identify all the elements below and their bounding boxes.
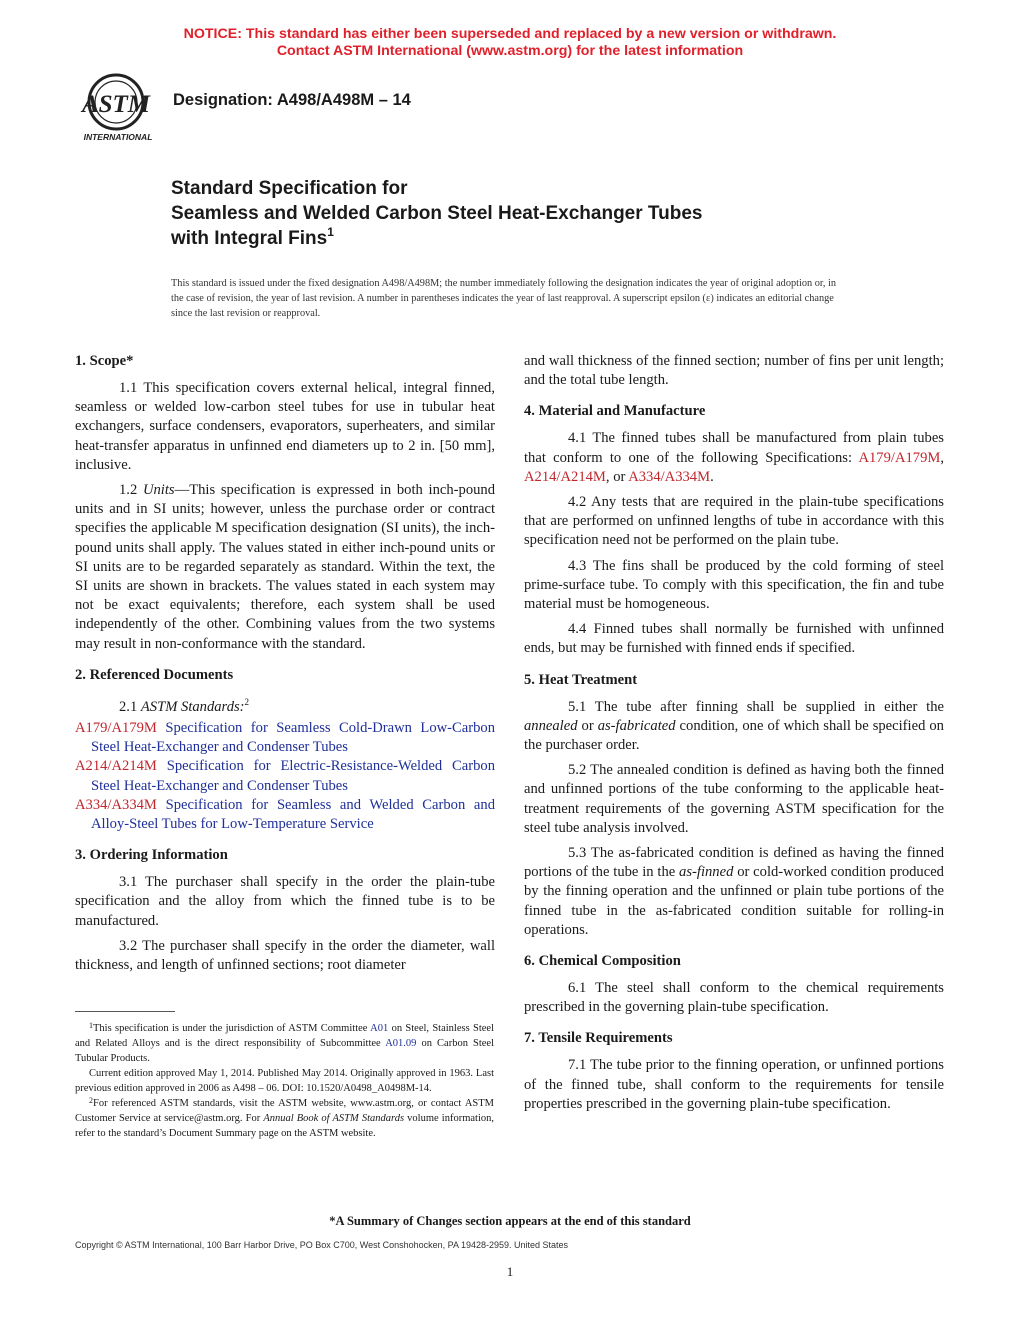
paragraph-4-1-text: 4.1 The finned tubes shall be manufactured from plain tubes that conform to one of the following Specifications: (524, 430, 944, 466)
section-heading-material: 4. Material and Manufacture (524, 403, 706, 420)
as-fabricated-term: as-fabricated (597, 717, 676, 734)
title-footnote-marker[interactable]: 1 (327, 225, 334, 239)
astm-standards-term: ASTM Standards: (140, 698, 245, 715)
document-title (171, 176, 702, 251)
section-heading-chemical-composition: 6. Chemical Composition (524, 953, 681, 970)
paragraph-4-2: 4.2 Any tests that are required in the plain-tube specifications that are performed on unfinned lengths of tube in accordance with this specification need not be performed on the plain tube. (524, 494, 944, 549)
paragraph-1-2-text: —This specification is expressed in both inch-pound units and in SI units; however, unless the purchase order or contract specifies the applicable M specification designation (SI units), the inch-pound units shall apply. The values stated in either inch-pound units or SI units are to be regarded separately as standard. Within the text, the SI units are shown in brackets. The values stated in each system may not be exact equivalents; therefore, each system shall be used independently of the other. Combining values from the two systems may result in non-conformance with the standard. (75, 482, 496, 652)
footnote-2-marker: 2 (89, 1096, 93, 1105)
footnote-2-text: volume information, refer to the standard’s Document Summary page on the ASTM website. (75, 1113, 494, 1139)
paragraph-5-3-text: or cold-worked condition produced by the finning operation and the unfinned or plain tube portions of the finned tube in the as-fabricated condition suitable for rolling-in operations. (524, 864, 944, 938)
title-line-1: Standard Specification for (171, 178, 408, 199)
reference-entry (75, 757, 495, 795)
astm-logo (74, 72, 166, 144)
footnote-2 (75, 1096, 494, 1141)
footnote-1-text: on Steel, Stainless Steel and Related Alloys and is the direct responsibility of Subcommittee (75, 1023, 494, 1049)
copyright-line: Copyright © ASTM International, 100 Barr Harbor Drive, PO Box C700, West Conshohocken, PA 19428-2959. United States (75, 1240, 569, 1250)
reference-entry (75, 719, 495, 757)
superseded-notice (0, 26, 1020, 60)
title-line-3 (171, 226, 702, 251)
paragraph-2-1 (75, 693, 495, 717)
paragraph-5-1 (524, 698, 944, 756)
spec-link-a214[interactable]: A214/A214M (524, 468, 606, 485)
reference-title-link[interactable]: Specification for Seamless Cold-Drawn Low-Carbon Steel Heat-Exchanger and Condenser Tubes (91, 719, 495, 756)
logo-subtext: INTERNATIONAL (83, 132, 153, 142)
spec-link-a334[interactable]: A334/A334M (628, 468, 711, 485)
designation: Designation: A498/A498M – 14 (173, 91, 411, 109)
astm-logo-graphic (74, 72, 166, 144)
logo-letters: ASTM (81, 91, 151, 118)
paragraph-3-1: 3.1 The purchaser shall specify in the order the plain-tube specification and the alloy from which the finned tube is to be manufactured. (75, 874, 495, 929)
page-number: 1 (506, 1264, 514, 1279)
units-term: Units (142, 482, 175, 499)
reference-code-link[interactable]: A334/A334M (75, 796, 157, 813)
paragraph-7-1: 7.1 The tube prior to the finning operation, or unfinned portions of the finned tube, shall conform to the requirements for tensile properties prescribed in the governing plain-tube specification. (524, 1057, 944, 1112)
reference-title-link[interactable]: Specification for Seamless and Welded Carbon and Alloy-Steel Tubes for Low-Temperature Service (91, 796, 496, 832)
separator: , (940, 449, 944, 466)
subcommittee-link[interactable]: A01.09 (385, 1038, 417, 1049)
footnote-divider (75, 1011, 175, 1012)
paragraph-5-3-text: 5.3 The as-fabricated condition is defined as having the finned portions of the tube in the (524, 845, 944, 881)
section-heading-tensile-requirements: 7. Tensile Requirements (524, 1030, 673, 1047)
notice-line-2: Contact ASTM International (www.astm.org) for the latest information (276, 43, 744, 59)
footnote-marker-2[interactable]: 2 (244, 696, 250, 707)
section-heading-heat-treatment: 5. Heat Treatment (524, 671, 638, 688)
right-column (524, 352, 944, 1120)
paragraph-1-2-number: 1.2 (119, 482, 143, 499)
paragraph-1-1: 1.1 This specification covers external helical, integral finned, seamless or welded low-carbon steel tubes for use in tubular heat exchangers, surface condensers, evaporators, superheaters, and similar heat-transfer apparatus in unfinned end diameters up to 2 in. [50 mm], inclusive. (75, 380, 495, 473)
paragraph-5-1-text: 5.1 The tube after finning shall be supplied in either the (568, 698, 944, 715)
paragraph-4-1 (524, 429, 944, 487)
paragraph-3-2-continued: and wall thickness of the finned section; number of fins per unit length; and the total tube length. (524, 353, 944, 389)
paragraph-4-4: 4.4 Finned tubes shall normally be furnished with unfinned ends, but may be furnished with finned ends if specified. (524, 621, 944, 657)
paragraph-5-3 (524, 844, 944, 940)
paragraph-2-1-number: 2.1 (119, 698, 141, 715)
footnote-1-text: on Carbon Steel Tubular Products. (75, 1038, 495, 1064)
title-line-2: Seamless and Welded Carbon Steel Heat-Exchanger Tubes (171, 203, 703, 224)
as-finned-term: as-finned (679, 864, 734, 881)
annual-book-term: Annual Book of ASTM Standards (263, 1113, 405, 1124)
footnote-2-text: For referenced ASTM standards, visit the ASTM website, www.astm.org, or contact ASTM Customer Service at service@astm.org. For (75, 1098, 494, 1124)
footnote-1-edition: Current edition approved May 1, 2014. Published May 2014. Originally approved in 1963. Last previous edition approved in 2006 as A498 – 06. DOI: 10.1520/A0498_A0498M-14. (75, 1068, 494, 1094)
reference-code-link[interactable]: A214/A214M (75, 758, 157, 775)
separator: , or (605, 468, 629, 485)
summary-of-changes-note: *A Summary of Changes section appears at the end of this standard (329, 1214, 691, 1228)
title-line-3-text: with Integral Fins (171, 228, 328, 249)
section-heading-referenced-documents: 2. Referenced Documents (75, 666, 234, 683)
spec-link-a179[interactable]: A179/A179M (858, 449, 941, 466)
left-column (75, 352, 495, 981)
period: . (710, 468, 714, 485)
paragraph-1-2 (75, 481, 495, 654)
paragraph-6-1: 6.1 The steel shall conform to the chemical requirements prescribed in the governing plain-tube specification. (524, 980, 944, 1016)
reference-title-link[interactable]: Specification for Electric-Resistance-Welded Carbon Steel Heat-Exchanger and Condenser Tubes (91, 758, 495, 794)
annealed-term: annealed (524, 717, 578, 734)
reference-code-link[interactable]: A179/A179M (75, 719, 157, 736)
paragraph-5-1-text: condition, one of which shall be specified on the purchaser order. (524, 717, 944, 754)
footnote-1-marker: 1 (89, 1021, 93, 1030)
paragraph-4-3: 4.3 The fins shall be produced by the cold forming of steel prime-surface tube. To comply with this specification, the fin and tube material must be homogeneous. (524, 557, 944, 613)
footnote-1-text: This specification is under the jurisdiction of ASTM Committee (93, 1023, 371, 1034)
footnotes (75, 1021, 494, 1141)
section-heading-ordering-information: 3. Ordering Information (75, 847, 228, 864)
footnote-1 (75, 1021, 494, 1066)
paragraph-3-2: 3.2 The purchaser shall specify in the order the diameter, wall thickness, and length of unfinned sections; root diameter (75, 937, 495, 973)
reference-entry (75, 796, 496, 834)
section-heading-scope: 1. Scope* (75, 353, 134, 369)
paragraph-5-1-text: or (577, 717, 598, 734)
notice-line-1: NOTICE: This standard has either been superseded and replaced by a new version or withdrawn. (183, 26, 837, 42)
paragraph-5-2: 5.2 The annealed condition is defined as having both the finned and unfinned portions of the tube conforming to the applicable heat-treatment requirements of the governing ASTM specification for the steel tube analysis involved. (524, 762, 944, 836)
issue-note: This standard is issued under the fixed designation A498/A498M; the number immediately following the designation indicates the year of original adoption or, in the case of revision, the year of last revision. A number in parentheses indicates the year of last reapproval. A superscript epsilon (ε) indicates an editorial change since the last revision or reapproval. (171, 278, 837, 319)
committee-link[interactable]: A01 (370, 1023, 389, 1034)
